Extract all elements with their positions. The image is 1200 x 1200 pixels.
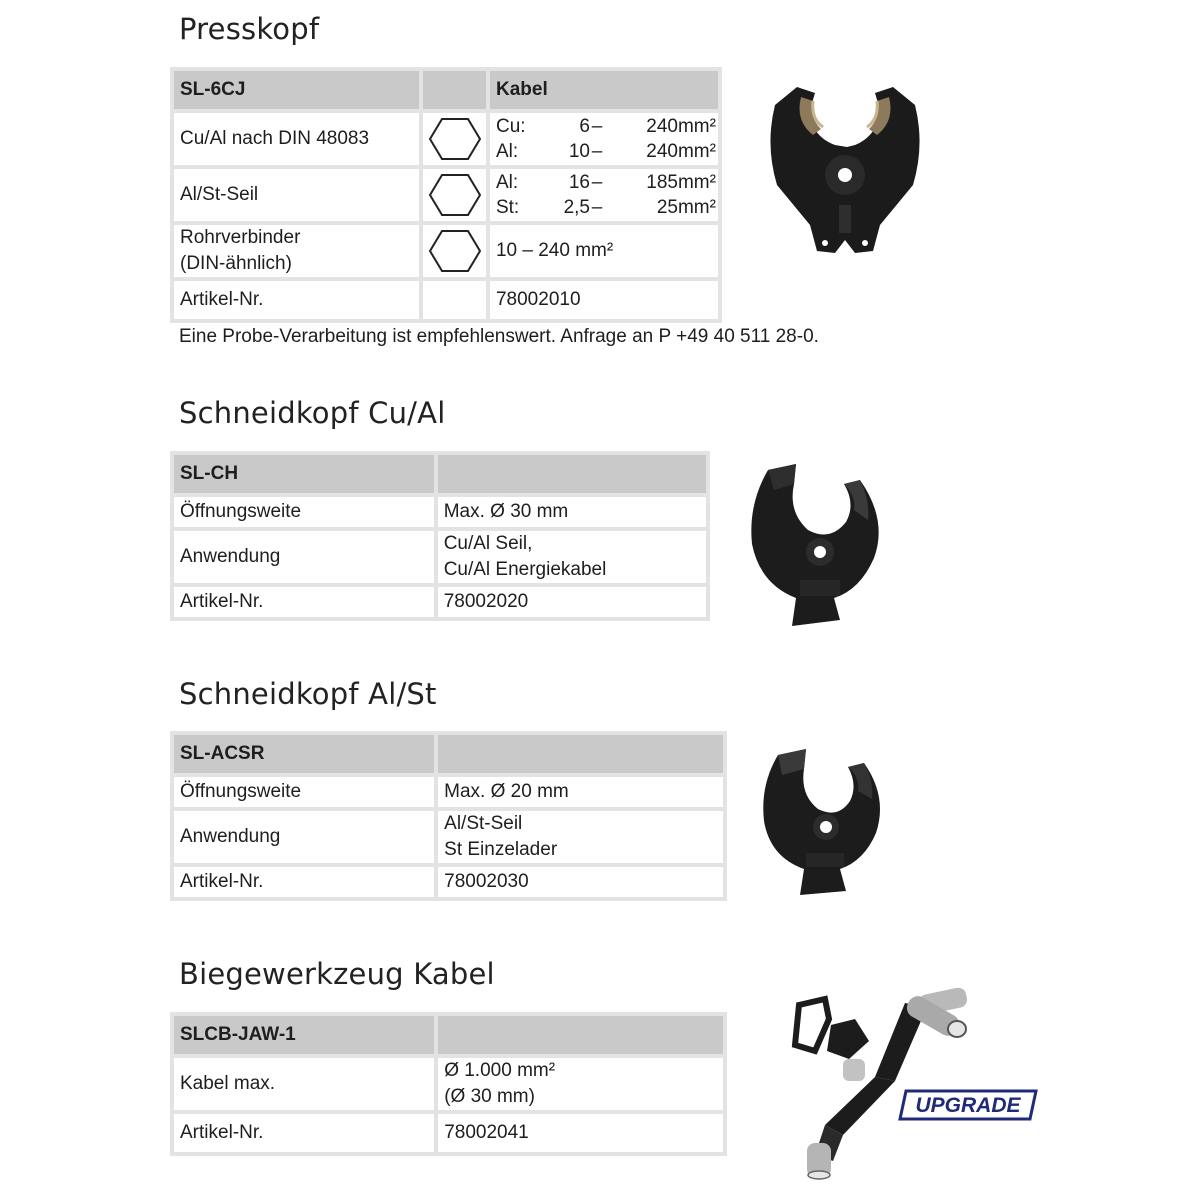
upgrade-badge-text: UPGRADE [915, 1094, 1021, 1117]
table-row [174, 1114, 723, 1152]
range-dash: – [591, 172, 603, 193]
row-value: Max. Ø 30 mm [438, 497, 706, 527]
table-row [174, 1058, 723, 1110]
range-unit: mm² [677, 197, 716, 218]
header-model: SL-6CJ [174, 71, 419, 109]
row-label [174, 225, 419, 277]
article-number: 78002010 [490, 281, 718, 319]
range-min: 16 [568, 172, 590, 193]
row-label: Öffnungsweite [174, 497, 434, 527]
table-row [174, 281, 718, 319]
range-dash: – [591, 197, 603, 218]
row-label: Cu/Al nach DIN 48083 [174, 113, 419, 165]
spec-table-presskopf [170, 67, 722, 323]
header-kabel: Kabel [490, 71, 718, 109]
header-model: SLCB-JAW-1 [174, 1016, 434, 1054]
range-min: 2,5 [563, 197, 590, 218]
row-value-line1: Cu/Al Seil, [443, 533, 533, 554]
note-text: Eine Probe-Verarbeitung ist empfehlenswert. Anfrage an P +49 40 511 28-0. [179, 326, 819, 347]
range-max: 185 [646, 172, 678, 193]
header-model: SL-CH [174, 455, 434, 493]
row-label: Kabel max. [174, 1058, 434, 1110]
table-row [174, 169, 718, 221]
range-dash: – [591, 141, 603, 162]
section-heading-schneidkopf-alst: Schneidkopf Al/St [179, 677, 437, 711]
row-value-line1: Ø 1.000 mm² [444, 1060, 556, 1081]
row-label: Artikel-Nr. [174, 867, 434, 897]
section-heading-presskopf: Presskopf [179, 12, 320, 46]
hexagon-die-icon [423, 169, 486, 221]
metal-label: Al: [495, 172, 519, 193]
row-values [490, 113, 718, 165]
row-label-line2: (DIN-ähnlich) [180, 253, 292, 274]
section-heading-biegewerkzeug: Biegewerkzeug Kabel [179, 957, 495, 991]
spec-table-schneidkopf-cual [170, 451, 710, 621]
row-label: Al/St-Seil [174, 169, 419, 221]
row-value [438, 1058, 723, 1110]
header-blank [423, 71, 486, 109]
metal-label: Al: [495, 141, 519, 162]
cutting-head-photo [760, 745, 890, 897]
table-row [174, 113, 718, 165]
table-header-row [174, 455, 706, 493]
table-row [174, 587, 706, 617]
range-min: 10 [568, 141, 590, 162]
range-unit: mm² [677, 141, 716, 162]
range-dash: – [591, 116, 603, 137]
article-number: 78002030 [438, 867, 723, 897]
row-value [438, 811, 723, 863]
spec-table-biegewerkzeug [170, 1012, 727, 1156]
range-unit: mm² [677, 172, 716, 193]
row-label: Artikel-Nr. [174, 1114, 434, 1152]
table-header-row [174, 735, 723, 773]
range-max: 240 [646, 116, 678, 137]
row-label: Artikel-Nr. [174, 281, 419, 319]
row-label: Anwendung [174, 811, 434, 863]
row-label-line1: Rohrverbinder [180, 227, 301, 248]
header-model: SL-ACSR [174, 735, 434, 773]
header-blank [438, 455, 706, 493]
article-number: 78002041 [438, 1114, 723, 1152]
table-row [174, 811, 723, 863]
hexagon-die-icon [423, 225, 486, 277]
spec-table-schneidkopf-alst [170, 731, 727, 901]
cutting-head-photo [748, 460, 888, 628]
table-header-row [174, 71, 718, 109]
row-value-line2: (Ø 30 mm) [444, 1086, 535, 1107]
row-value: Max. Ø 20 mm [438, 777, 723, 807]
table-row [174, 867, 723, 897]
table-row [174, 531, 706, 583]
article-number: 78002020 [438, 587, 706, 617]
row-value [438, 531, 706, 583]
range-max: 240 [646, 141, 678, 162]
row-label: Öffnungsweite [174, 777, 434, 807]
row-values [490, 169, 718, 221]
row-value-line1: Al/St-Seil [444, 813, 523, 834]
metal-label: Cu: [495, 116, 526, 137]
table-row [174, 497, 706, 527]
range-max: 25 [656, 197, 678, 218]
table-row [174, 225, 718, 277]
header-blank [438, 1016, 723, 1054]
upgrade-badge [898, 1089, 1038, 1121]
bending-tool-photo [785, 985, 985, 1180]
row-label: Anwendung [174, 531, 434, 583]
metal-label: St: [495, 197, 520, 218]
blank-cell [423, 281, 486, 319]
row-value-line2: St Einzelader [444, 839, 558, 860]
header-blank [438, 735, 723, 773]
row-value-line2: Cu/Al Energiekabel [443, 559, 607, 580]
range-unit: mm² [677, 116, 716, 137]
range-min: 6 [579, 116, 590, 137]
hexagon-die-icon [423, 113, 486, 165]
row-label: Artikel-Nr. [174, 587, 434, 617]
section-heading-schneidkopf-cual: Schneidkopf Cu/Al [179, 396, 446, 430]
table-row [174, 777, 723, 807]
row-value: 10 – 240 mm² [490, 225, 718, 277]
press-head-photo [755, 75, 935, 260]
table-header-row [174, 1016, 723, 1054]
